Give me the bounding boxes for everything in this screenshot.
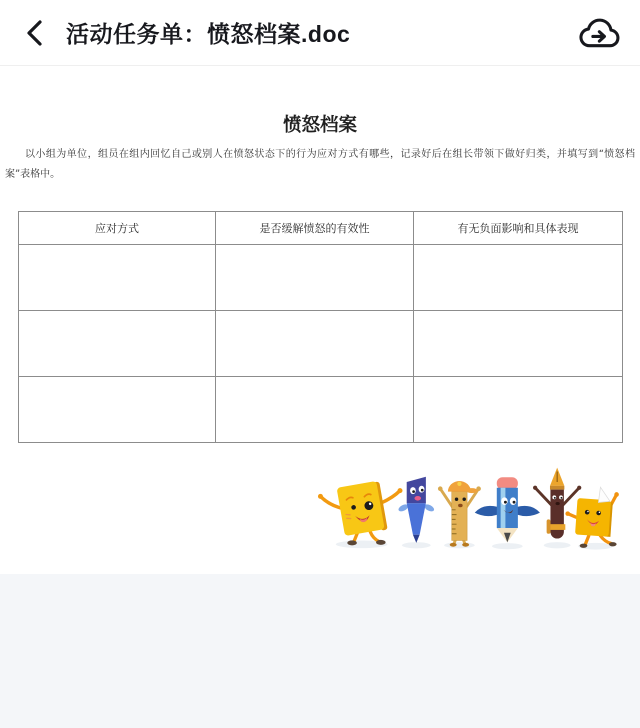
back-button[interactable] [24,16,54,50]
ruler-character-icon [438,481,481,547]
cloud-arrow-right-icon [577,14,621,52]
table-cell [414,377,623,443]
doc-heading: 愤怒档案 [282,115,357,136]
header-cell-effectiveness: 是否缓解愤怒的有效性 [216,212,414,245]
app-header [0,0,640,66]
background-area [0,574,640,727]
cloud-share-button[interactable] [576,13,622,53]
header-cell-coping-method: 应对方式 [19,212,216,245]
pen-character-icon [397,477,435,543]
table-cell [414,245,623,311]
header-cell-negative-effects: 有无负面影响和具体表现 [414,212,623,245]
table-row [19,245,623,311]
pencil-character-icon [475,477,540,542]
stationery-characters-illustration [314,459,624,551]
anger-archive-table [18,211,623,443]
illustration-container [0,459,640,551]
document-title-bar: 活动任务单：愤怒档案.doc [66,21,351,47]
table-cell [19,245,216,311]
table-cell [19,311,216,377]
table-cell [216,311,414,377]
fountain-pen-character-icon [533,468,581,539]
book-character-icon [318,480,403,545]
chevron-left-icon [24,17,46,49]
document-page [0,66,640,574]
table-cell [414,311,623,377]
table-header-row [19,212,623,245]
table-cell [19,377,216,443]
table-row [19,377,623,443]
table-row [19,311,623,377]
doc-paragraph: 以小组为单位，组员在组内回忆自己或别人在愤怒状态下的行为应对方式有哪些，记录好后在组长带领下做好归类，并填写到“愤怒档案”表格中。 [5,149,635,180]
table-cell [216,377,414,443]
table-cell [216,245,414,311]
